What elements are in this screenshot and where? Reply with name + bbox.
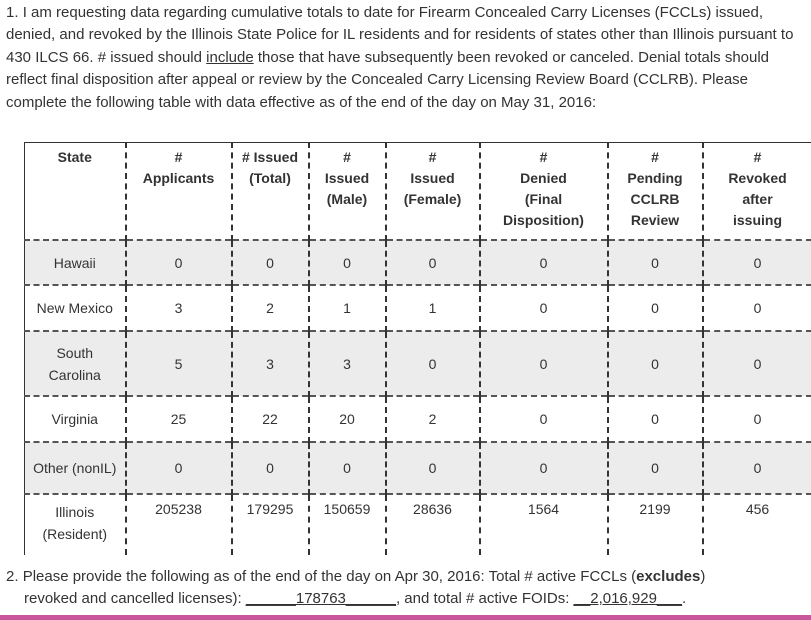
active-fccls-answer[interactable]: ______178763______ [245,590,396,607]
question-1-text: I am requesting data regarding cumulative totals to date for Firearm Concealed Carry Licenses (FCCLs) issued, denied, and revoked by the Illinois State Police for IL residents and for residents of states other than Illinois pursuant to 430 ILCS 66. # issued should include those that have subsequently been revoked or canceled. Denial totals should reflect final disposition after appeal or review by the Concealed Carry Licensing Review Board (CCLRB). Please complete the following table with data effective as of the end of the day on May 31, 2016: [6,4,794,111]
value-cell: 3 [232,331,309,396]
column-header-5: # Denied (Final Disposition) [480,143,608,241]
column-header-0: State [25,143,126,241]
question-1 [6,2,806,114]
bottom-rule [0,615,811,620]
table-row [25,285,811,331]
column-header-4: # Issued (Female) [386,143,480,241]
value-cell: 1 [386,285,480,331]
state-cell: South Carolina [25,331,126,396]
value-cell: 1564 [480,494,608,555]
value-cell: 2 [232,285,309,331]
question-2: 2. Please provide the following as of the end of the day on Apr 30, 2016: Total # active FCCLs (excludes) revoked and cancelled licenses): ______178763______, and total # active FOIDs: __2,016,929___. [6,568,706,607]
state-cell: Illinois (Resident) [25,494,126,555]
column-header-6: # Pending CCLRB Review [608,143,703,241]
value-cell: 3 [309,331,386,396]
value-cell: 0 [480,442,608,494]
value-cell: 0 [480,285,608,331]
table-row [25,396,811,442]
value-cell: 179295 [232,494,309,555]
value-cell: 205238 [126,494,232,555]
value-cell: 0 [703,442,811,494]
column-header-2: # Issued (Total) [232,143,309,241]
value-cell: 0 [126,240,232,285]
value-cell: 456 [703,494,811,555]
value-cell: 0 [608,240,703,285]
value-cell: 0 [608,331,703,396]
table-row [25,442,811,494]
value-cell: 0 [386,331,480,396]
underlined-include: include [206,48,254,66]
bold-excludes: excludes [636,568,701,585]
value-cell: 1 [309,285,386,331]
table-header-row [25,143,811,241]
question-2-number: 2. [6,568,19,585]
value-cell: 22 [232,396,309,442]
state-cell: Other (nonIL) [25,442,126,494]
value-cell: 2199 [608,494,703,555]
column-header-7: # Revoked after issuing [703,143,811,241]
value-cell: 25 [126,396,232,442]
state-cell: Virginia [25,396,126,442]
value-cell: 0 [480,396,608,442]
table-row [25,331,811,396]
value-cell: 0 [480,240,608,285]
value-cell: 0 [309,442,386,494]
fccl-data-table [24,142,811,555]
state-cell: Hawaii [25,240,126,285]
table-row [25,494,811,555]
value-cell: 5 [126,331,232,396]
question-1-number: 1. [6,4,19,21]
value-cell: 2 [386,396,480,442]
value-cell: 0 [386,240,480,285]
value-cell: 0 [608,442,703,494]
value-cell: 0 [608,396,703,442]
column-header-3: # Issued (Male) [309,143,386,241]
value-cell: 0 [232,240,309,285]
state-cell: New Mexico [25,285,126,331]
value-cell: 0 [480,331,608,396]
value-cell: 0 [703,331,811,396]
value-cell: 0 [703,396,811,442]
value-cell: 0 [386,442,480,494]
value-cell: 0 [608,285,703,331]
value-cell: 0 [126,442,232,494]
value-cell: 0 [703,285,811,331]
value-cell: 20 [309,396,386,442]
value-cell: 3 [126,285,232,331]
value-cell: 28636 [386,494,480,555]
column-header-1: # Applicants [126,143,232,241]
active-foids-answer[interactable]: __2,016,929___ [573,590,682,607]
value-cell: 0 [232,442,309,494]
value-cell: 150659 [309,494,386,555]
value-cell: 0 [309,240,386,285]
value-cell: 0 [703,240,811,285]
table-row [25,240,811,285]
